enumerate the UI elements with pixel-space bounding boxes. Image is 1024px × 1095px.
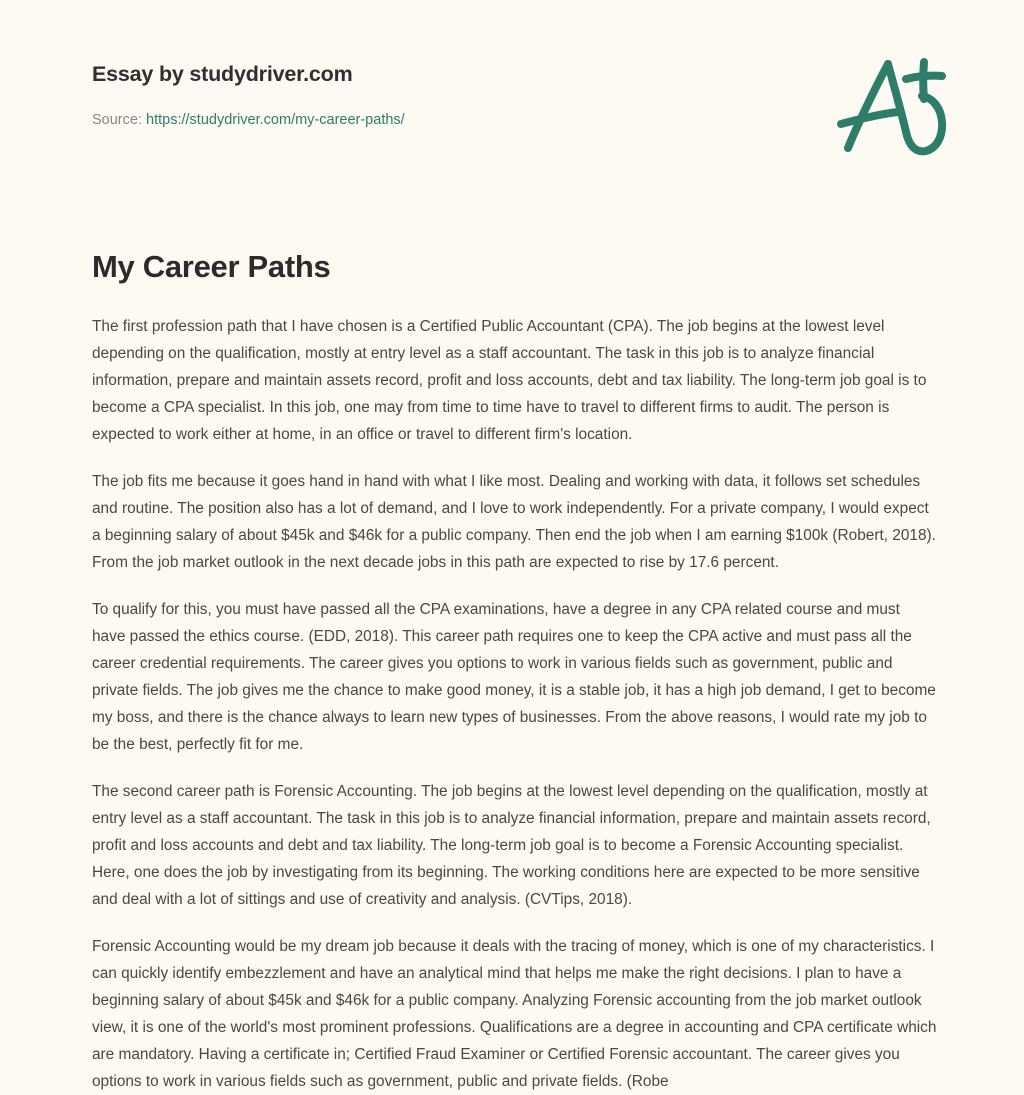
essay-paragraph: To qualify for this, you must have passed all the CPA examinations, have a degree in any CPA related course and must have passed the ethics course. (EDD, 2018). This career path requires one to keep the CPA active and must pass all the career credential requirements. The career gives you options to work in various fields such as government, public and private fields. The job gives me the chance to make good money, it is a stable job, it has a high job demand, I get to become my boss, and there is the chance always to learn new types of businesses. From the above reasons, I would rate my job to be the best, perfectly fit for me. xyxy=(92,601,936,753)
page-header xyxy=(92,60,964,170)
source-label: Source: xyxy=(92,112,142,128)
essay-paragraph: The second career path is Forensic Accounting. The job begins at the lowest level depending on the qualification, mostly at entry level as a staff accountant. The task in this job is to analyze financial information, prepare and maintain assets record, profit and loss accounts and debt and tax liability. The long-term job goal is to become a Forensic Accounting specialist. Here, one does the job by investigating from its beginning. The working conditions here are expected to be more sensitive and deal with a lot of sittings and use of creativity and analysis. (CVTips, 2018). xyxy=(92,783,931,908)
essay-paragraph: The job fits me because it goes hand in hand with what I like most. Dealing and working with data, it follows set schedules and routine. The position also has a lot of demand, and I love to work independently. For a private company, I would expect a beginning salary of about $45k and $46k for a public company. Then end the job when I am earning $100k (Robert, 2018). From the job market outlook in the next decade jobs in this path are expected to rise by 17.6 percent. xyxy=(92,473,936,571)
essay-paragraph: Forensic Accounting would be my dream job because it deals with the tracing of money, which is one of my characteristics. I can quickly identify embezzlement and have an analytical mind that helps me make the right decisions. I plan to have a beginning salary of about $45k and $46k for a public company. Analyzing Forensic accounting from the job market outlook view, it is one of the world's most prominent professions. Qualifications are a degree in accounting and CPA certificate which are mandatory. Having a certificate in; Certified Fraud Examiner or Certified Forensic accountant. The career gives you options to work in various fields such as government, public and private fields. (Robe xyxy=(92,938,937,1090)
a-plus-logo xyxy=(836,52,962,162)
page-title: My Career Paths xyxy=(92,249,331,284)
a-plus-icon xyxy=(836,52,962,162)
essay-body xyxy=(92,313,937,1095)
source-link[interactable]: https://studydriver.com/my-career-paths/ xyxy=(146,112,405,128)
source-line xyxy=(92,88,964,130)
essay-paragraph: The first profession path that I have chosen is a Certified Public Accountant (CPA). The job begins at the lowest level depending on the qualification, mostly at entry level as a staff accountant. The task in this job is to analyze financial information, prepare and maintain assets record, profit and loss accounts, debt and tax liability. The long-term job goal is to become a CPA specialist. In this job, one may from time to time have to travel to different firms to audit. The person is expected to work either at home, in an office or travel to different firm's location. xyxy=(92,318,927,443)
brand-title: Essay by studydriver.com xyxy=(92,62,353,86)
